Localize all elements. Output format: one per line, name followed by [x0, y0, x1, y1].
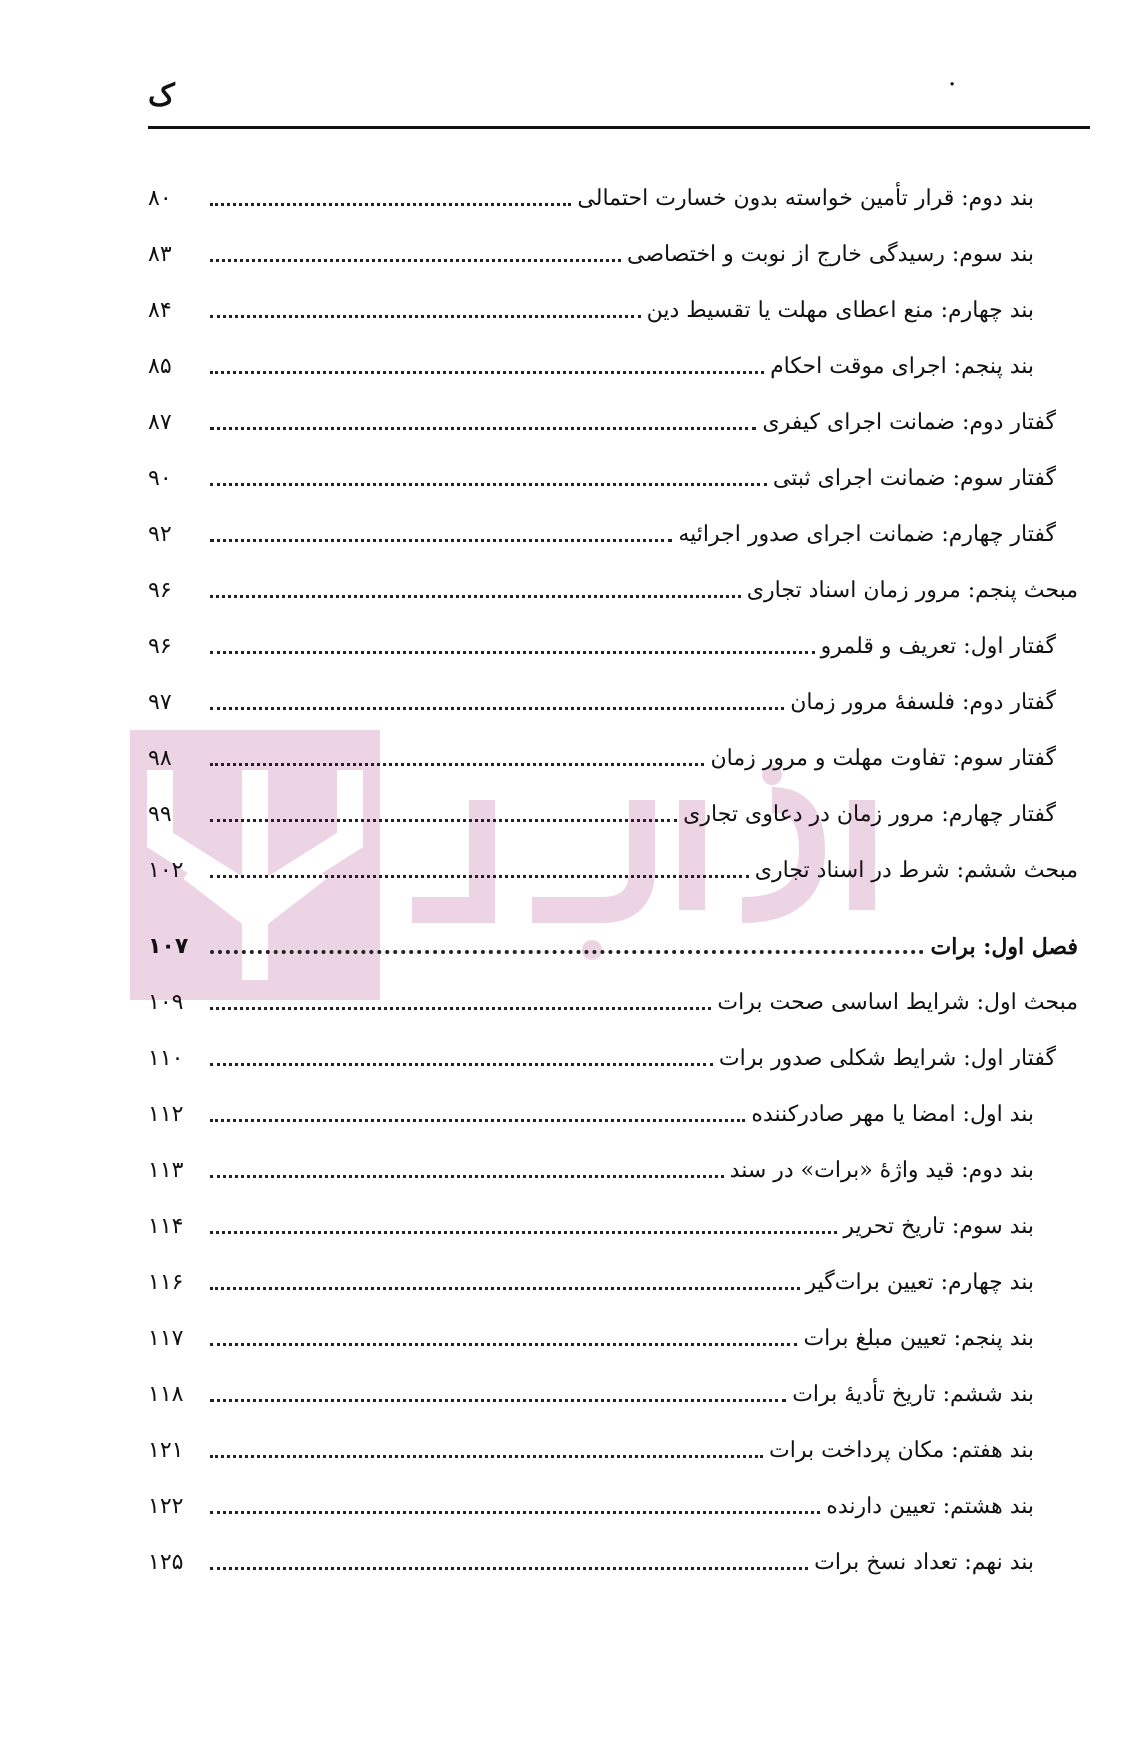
toc-dot-leader: [210, 1455, 763, 1458]
toc-dot-leader: [210, 371, 764, 374]
header-mark: ·: [948, 70, 957, 100]
toc-entry-title: بند چهارم: تعیین برات‌گیر: [805, 1270, 1034, 1295]
toc-page-number: ۹۲: [148, 522, 172, 547]
toc-entry-title: بند اول: امضا یا مهر صادرکننده: [751, 1102, 1034, 1127]
toc-dot-leader: [210, 763, 704, 766]
toc-dot-leader: [210, 1567, 808, 1570]
toc-page-number: ۱۱۸: [148, 1382, 184, 1407]
toc-page-number: ۸۴: [148, 298, 172, 323]
toc-page-number: ۸۰: [148, 186, 172, 211]
toc-entry-title: فصل اول: برات: [930, 934, 1078, 960]
toc-row: [148, 452, 1078, 508]
toc-dot-leader: [210, 595, 741, 598]
toc-page-number: ۱۰۹: [148, 990, 184, 1015]
table-of-contents: [148, 172, 1078, 1592]
toc-dot-leader: [210, 707, 784, 710]
toc-dot-leader: [210, 483, 767, 486]
toc-row: [148, 1256, 1078, 1312]
toc-page-number: ۱۱۳: [148, 1158, 184, 1183]
toc-row: [148, 1144, 1078, 1200]
toc-entry-title: گفتار اول: تعریف و قلمرو: [820, 634, 1056, 659]
toc-dot-leader: [210, 1511, 820, 1514]
toc-entry-title: گفتار دوم: ضمانت اجرای کیفری: [762, 410, 1056, 435]
toc-row: [148, 396, 1078, 452]
toc-dot-leader: [210, 259, 621, 262]
toc-row: [148, 1424, 1078, 1480]
toc-page-number: ۹۹: [148, 802, 172, 827]
toc-page-number: ۹۰: [148, 466, 172, 491]
toc-dot-leader: [210, 1063, 713, 1066]
toc-row: [148, 172, 1078, 228]
toc-row: [148, 1200, 1078, 1256]
toc-entry-title: بند سوم: تاریخ تحریر: [843, 1214, 1034, 1239]
toc-page-number: ۱۱۷: [148, 1326, 184, 1351]
header-rule: [148, 126, 1090, 129]
toc-page-number: ۹۶: [148, 634, 172, 659]
toc-entry-title: گفتار سوم: تفاوت مهلت و مرور زمان: [710, 746, 1056, 771]
toc-dot-leader: [210, 1343, 797, 1346]
toc-dot-leader: [210, 203, 571, 206]
toc-page-number: ۱۲۲: [148, 1494, 184, 1519]
toc-entry-title: بند دوم: قرار تأمین خواسته بدون خسارت احتمالی: [577, 186, 1034, 211]
toc-entry-title: بند هشتم: تعیین دارنده: [826, 1494, 1034, 1519]
toc-page-number: ۹۸: [148, 746, 172, 771]
toc-row: [148, 1088, 1078, 1144]
toc-row: [148, 284, 1078, 340]
toc-row: [148, 228, 1078, 284]
toc-page-number: ۹۷: [148, 690, 172, 715]
toc-entry-title: مبحث اول: شرایط اساسی صحت برات: [717, 990, 1078, 1015]
toc-dot-leader: [210, 1007, 711, 1010]
toc-dot-leader: [210, 539, 672, 542]
toc-dot-leader: [210, 1119, 745, 1122]
toc-row: [148, 620, 1078, 676]
toc-chapter-row: [148, 900, 1078, 976]
toc-row: [148, 1480, 1078, 1536]
toc-entry-title: بند پنجم: تعیین مبلغ برات: [803, 1326, 1034, 1351]
toc-dot-leader: [210, 1287, 800, 1290]
toc-entry-title: بند هفتم: مکان پرداخت برات: [769, 1438, 1034, 1463]
toc-row: [148, 676, 1078, 732]
toc-row: [148, 788, 1078, 844]
toc-entry-title: بند سوم: رسیدگی خارج از نوبت و اختصاصی: [627, 242, 1034, 267]
toc-row: [148, 1536, 1078, 1592]
toc-page-number: ۱۱۲: [148, 1102, 184, 1127]
toc-dot-leader: [210, 1399, 786, 1402]
toc-row: [148, 564, 1078, 620]
toc-row: [148, 732, 1078, 788]
toc-entry-title: مبحث پنجم: مرور زمان اسناد تجاری: [746, 578, 1078, 603]
toc-dot-leader: [210, 651, 815, 654]
page-letter: ک: [148, 78, 175, 113]
toc-entry-title: گفتار اول: شرایط شکلی صدور برات: [718, 1046, 1056, 1071]
toc-page-number: ۱۲۵: [148, 1550, 184, 1575]
toc-entry-title: بند دوم: قید واژهٔ «برات» در سند: [729, 1158, 1034, 1183]
toc-dot-leader: [210, 950, 924, 954]
page-header: [148, 70, 1088, 130]
toc-entry-title: بند چهارم: منع اعطای مهلت یا تقسیط دین: [646, 298, 1034, 323]
toc-row: [148, 508, 1078, 564]
toc-dot-leader: [210, 875, 749, 878]
toc-dot-leader: [210, 315, 641, 318]
toc-page-number: ۱۰۷: [148, 934, 189, 959]
toc-row: [148, 976, 1078, 1032]
toc-dot-leader: [210, 427, 756, 430]
toc-entry-title: گفتار سوم: ضمانت اجرای ثبتی: [772, 466, 1056, 491]
toc-dot-leader: [210, 1231, 837, 1234]
toc-page-number: ۸۷: [148, 410, 172, 435]
toc-page-number: ۸۵: [148, 354, 172, 379]
toc-row: [148, 1312, 1078, 1368]
toc-entry-title: بند ششم: تاریخ تأدیهٔ برات: [792, 1382, 1034, 1407]
toc-page-number: ۸۳: [148, 242, 172, 267]
toc-page-number: ۱۱۶: [148, 1270, 184, 1295]
toc-row: [148, 1032, 1078, 1088]
toc-dot-leader: [210, 1175, 724, 1178]
toc-entry-title: گفتار چهارم: مرور زمان در دعاوی تجاری: [683, 802, 1056, 827]
toc-row: [148, 1368, 1078, 1424]
toc-entry-title: بند نهم: تعداد نسخ برات: [814, 1550, 1034, 1575]
toc-dot-leader: [210, 819, 677, 822]
toc-page-number: ۹۶: [148, 578, 172, 603]
toc-entry-title: گفتار چهارم: ضمانت اجرای صدور اجرائیه: [678, 522, 1056, 547]
toc-page-number: ۱۱۰: [148, 1046, 184, 1071]
toc-row: [148, 340, 1078, 396]
toc-page-number: ۱۱۴: [148, 1214, 184, 1239]
toc-page-number: ۱۰۲: [148, 858, 184, 883]
toc-entry-title: مبحث ششم: شرط در اسناد تجاری: [754, 858, 1078, 883]
toc-entry-title: گفتار دوم: فلسفهٔ مرور زمان: [790, 690, 1056, 715]
toc-row: [148, 844, 1078, 900]
toc-page-number: ۱۲۱: [148, 1438, 184, 1463]
toc-entry-title: بند پنجم: اجرای موقت احکام: [770, 354, 1034, 379]
